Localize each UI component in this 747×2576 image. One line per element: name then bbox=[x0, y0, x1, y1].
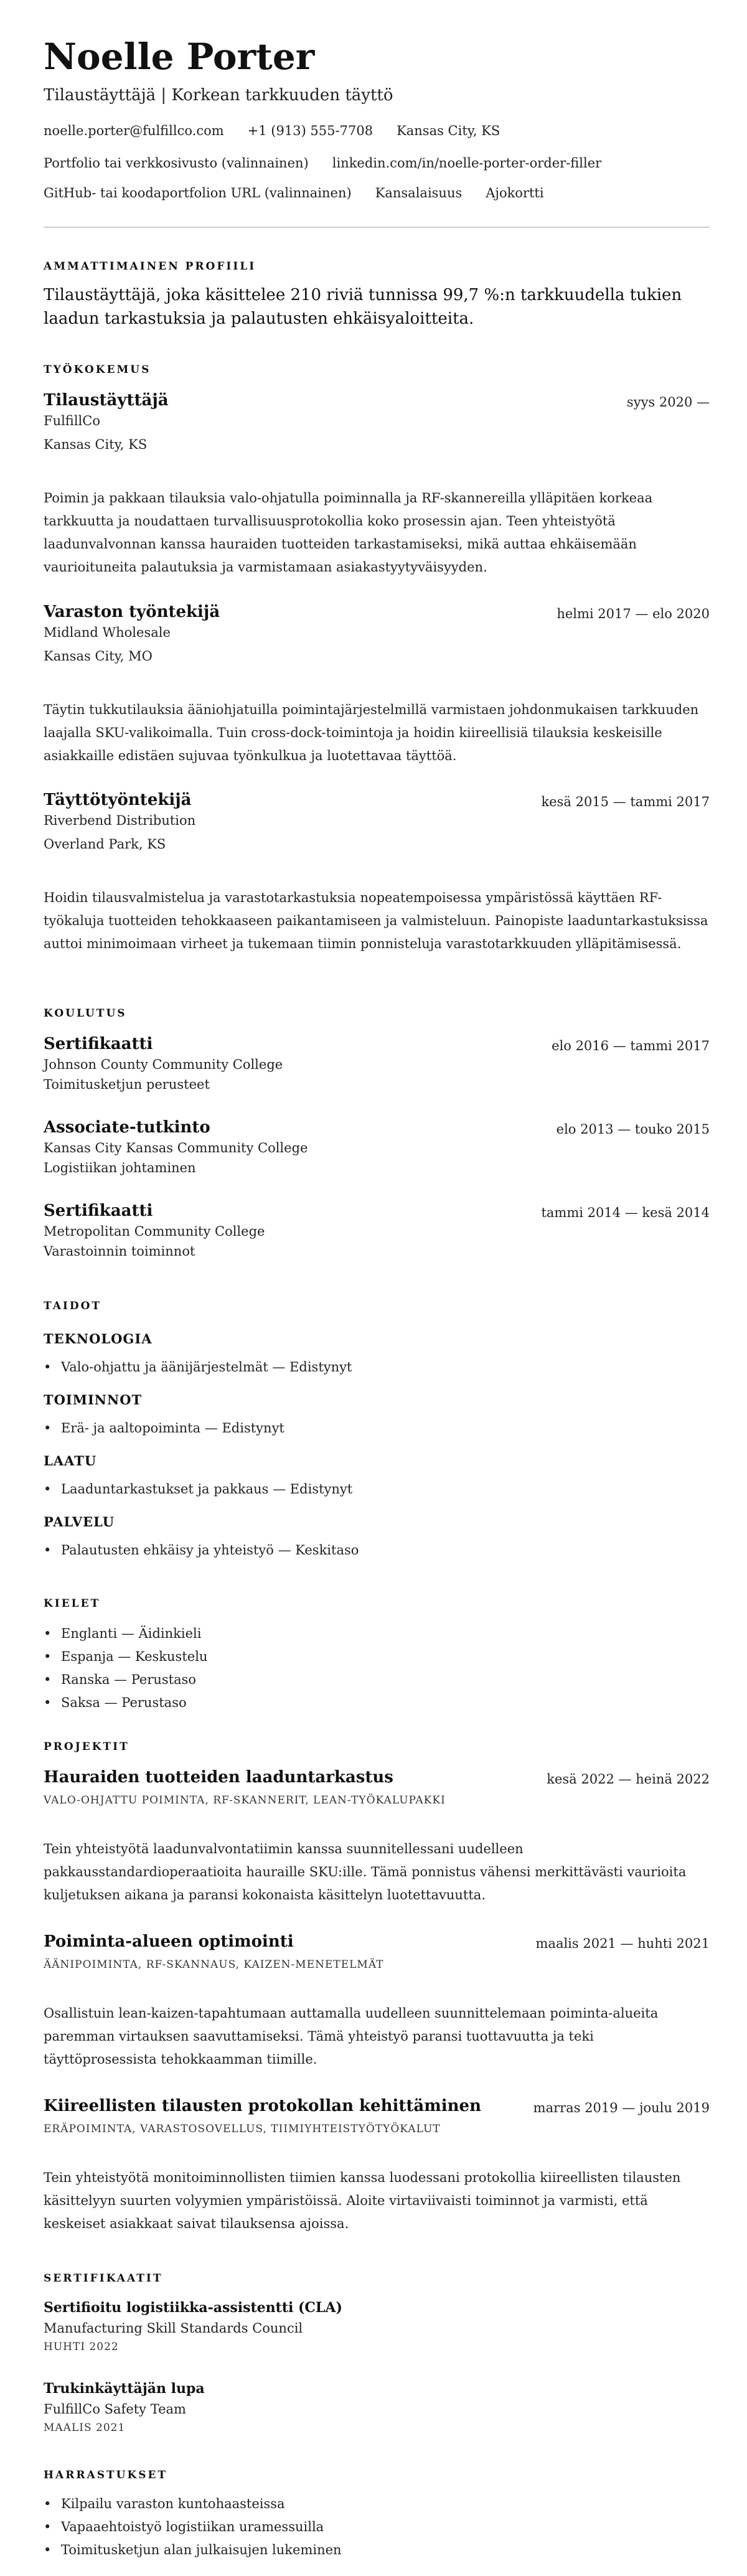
language-item: • Englanti — Äidinkieli bbox=[44, 1622, 710, 1645]
experience-description: Poimin ja pakkaan tilauksia valo-ohjatulla poiminnalla ja RF-skannereilla ylläpitäen korkeaa tarkkuutta ja noudattaen turvallisuusprotokollia koko prosessin ajan. Teen yhteistyötä laadunvalvonnan kanssa hauraiden tuotteiden tarkastamiseksi, mikä auttaa ehkäisemään vaurioituneita palautuksia ja varmistamaan asiakastyytyväisyyden. bbox=[44, 491, 653, 575]
hobby-item: • Kilpailu varaston kuntohaasteissa bbox=[44, 2493, 710, 2516]
contact-line-1 bbox=[44, 123, 524, 138]
section-title-experience: TYÖKOKEMUS bbox=[44, 364, 151, 376]
skill-item: • Erä- ja aaltopoiminta — Edistynyt bbox=[44, 1417, 710, 1440]
project-name: Kiireellisten tilausten protokollan kehittäminen bbox=[44, 2097, 481, 2115]
project-tags: ERÄPOIMINTA, VARASTOSOVELLUS, TIIMIYHTEISTYÖTYÖKALUT bbox=[44, 2123, 441, 2135]
project-dates: maalis 2021 — huhti 2021 bbox=[535, 1936, 710, 1951]
experience-company: Riverbend Distribution bbox=[44, 813, 196, 828]
contact-line-2 bbox=[44, 156, 625, 171]
education-degree: Sertifikaatti bbox=[44, 1035, 153, 1053]
experience-description: Täytin tukkutilauksia ääniohjatuilla poimintajärjestelmillä varmistaen johdonmukaisen tarkkuuden laajalla SKU-valikoimalla. Tuin cross-dock-toimintoja ja hoidin kiireellisiä tilauksia keskeisille asiakkaille edistäen sujuvaa työnkulkua ja luotettavaa täyttöä. bbox=[44, 702, 699, 763]
contact-license: Ajokortti bbox=[486, 186, 544, 200]
experience-location: Kansas City, KS bbox=[44, 437, 148, 452]
experience-role: Täyttötyöntekijä bbox=[44, 791, 192, 809]
profile-summary: Tilaustäyttäjä, joka käsittelee 210 riviä tunnissa 99,7 %:n tarkkuudella tukien laadun tarkastuksia ja palautusten ehkäisyaloitteita. bbox=[44, 286, 682, 328]
education-school: Kansas City Kansas Community College bbox=[44, 1140, 308, 1155]
language-list bbox=[44, 1622, 710, 1714]
skill-list bbox=[44, 1478, 710, 1501]
project-tags: ÄÄNIPOIMINTA, RF-SKANNAUS, KAIZEN-MENETELMÄT bbox=[44, 1958, 384, 1971]
skill-item: • Valo-ohjattu ja äänijärjestelmät — Edistynyt bbox=[44, 1356, 710, 1379]
experience-location: Kansas City, MO bbox=[44, 649, 153, 664]
section-title-skills: TAIDOT bbox=[44, 1300, 102, 1312]
contact-linkedin[interactable]: linkedin.com/in/noelle-porter-order-filler bbox=[332, 156, 602, 171]
experience-location: Overland Park, KS bbox=[44, 837, 166, 852]
experience-dates: kesä 2015 — tammi 2017 bbox=[541, 794, 710, 809]
skill-group-title: TEKNOLOGIA bbox=[44, 1331, 153, 1347]
skill-group-title: PALVELU bbox=[44, 1514, 115, 1530]
hobby-item: • Toimitusketjun alan julkaisujen lukeminen bbox=[44, 2539, 710, 2562]
education-entry bbox=[44, 1035, 710, 1092]
experience-dates: helmi 2017 — elo 2020 bbox=[557, 606, 710, 621]
project-entry bbox=[44, 1932, 710, 1971]
language-item: • Ranska — Perustaso bbox=[44, 1668, 710, 1691]
skill-item: • Laaduntarkastukset ja pakkaus — Edistynyt bbox=[44, 1478, 710, 1501]
candidate-subtitle: Tilaustäyttäjä | Korkean tarkkuuden täyttö bbox=[44, 86, 393, 105]
project-description: Tein yhteistyötä laadunvalvontatiimin kanssa suunnitellessani uudelleen pakkausstandardioperaatioita hauraille SKU:ille. Tämä ponnistus vähensi merkittävästi vaurioita kuljetuksen aikana ja paransi kokonaista käsittelyn luotettavuutta. bbox=[44, 1841, 687, 1902]
skill-item: • Palautusten ehkäisy ja yhteistyö — Keskitaso bbox=[44, 1539, 710, 1562]
certification-date: MAALIS 2021 bbox=[44, 2422, 126, 2434]
project-entry bbox=[44, 1768, 710, 1807]
experience-role: Tilaustäyttäjä bbox=[44, 391, 169, 410]
certification-name: Sertifioitu logistiikka-assistentti (CLA) bbox=[44, 2300, 342, 2316]
education-field: Logistiikan johtaminen bbox=[44, 1160, 196, 1175]
project-name: Poiminta-alueen optimointi bbox=[44, 1932, 294, 1951]
contact-citizenship: Kansalaisuus bbox=[375, 186, 463, 200]
section-title-hobbies: HARRASTUKSET bbox=[44, 2469, 168, 2481]
contact-location: Kansas City, KS bbox=[397, 123, 500, 138]
experience-description: Hoidin tilausvalmistelua ja varastotarkastuksia nopeatempoisessa ympäristössä käyttäen RF-työkaluja tuotteiden tehokkaaseen paikantamiseen ja valmisteluun. Painopiste laaduntarkastuksissa auttoi minimoimaan virheet ja tukemaan tiimin ponnisteluja varastotarkkuuden ylläpitämisessä. bbox=[44, 890, 708, 951]
experience-dates: syys 2020 — bbox=[626, 395, 710, 410]
education-school: Johnson County Community College bbox=[44, 1057, 283, 1072]
education-entry bbox=[44, 1201, 710, 1259]
education-degree: Sertifikaatti bbox=[44, 1201, 153, 1220]
project-name: Hauraiden tuotteiden laaduntarkastus bbox=[44, 1768, 393, 1787]
experience-role: Varaston työntekijä bbox=[44, 603, 220, 621]
contact-portfolio[interactable]: Portfolio tai verkkosivusto (valinnainen) bbox=[44, 156, 309, 171]
education-field: Toimitusketjun perusteet bbox=[44, 1077, 210, 1092]
section-title-profile: AMMATTIMAINEN PROFIILI bbox=[44, 260, 256, 273]
candidate-name: Noelle Porter bbox=[44, 35, 315, 78]
skill-group-title: LAATU bbox=[44, 1453, 97, 1469]
education-school: Metropolitan Community College bbox=[44, 1224, 265, 1239]
certification-date: HUHTI 2022 bbox=[44, 2341, 119, 2353]
project-tags: VALO-OHJATTU POIMINTA, RF-SKANNERIT, LEAN-TYÖKALUPAKKI bbox=[44, 1794, 446, 1807]
certification-entry bbox=[44, 2381, 710, 2434]
education-degree: Associate-tutkinto bbox=[44, 1118, 210, 1137]
certification-issuer: FulfillCo Safety Team bbox=[44, 2402, 186, 2417]
section-title-projects: PROJEKTIT bbox=[44, 1741, 129, 1753]
education-dates: elo 2013 — touko 2015 bbox=[556, 1122, 710, 1137]
language-item: • Saksa — Perustaso bbox=[44, 1691, 710, 1714]
header-divider bbox=[44, 227, 710, 228]
skill-list bbox=[44, 1356, 710, 1379]
experience-entry bbox=[44, 791, 710, 852]
education-dates: tammi 2014 — kesä 2014 bbox=[541, 1205, 710, 1220]
education-entry bbox=[44, 1118, 710, 1175]
experience-company: FulfillCo bbox=[44, 413, 100, 428]
experience-entry bbox=[44, 603, 710, 664]
project-entry bbox=[44, 2097, 710, 2135]
certification-name: Trukinkäyttäjän lupa bbox=[44, 2381, 205, 2397]
contact-phone[interactable]: +1 (913) 555-7708 bbox=[247, 123, 374, 138]
experience-entry bbox=[44, 391, 710, 452]
skill-list bbox=[44, 1539, 710, 1562]
section-title-languages: KIELET bbox=[44, 1597, 101, 1610]
contact-email[interactable]: noelle.porter@fulfillco.com bbox=[44, 123, 224, 138]
certification-entry bbox=[44, 2300, 710, 2353]
hobby-item: • Vapaaehtoistyö logistiikan uramessuilla bbox=[44, 2516, 710, 2539]
section-title-education: KOULUTUS bbox=[44, 1007, 127, 1020]
contact-line-3 bbox=[44, 186, 568, 200]
contact-github[interactable]: GitHub- tai koodaportfolion URL (valinnainen) bbox=[44, 186, 352, 200]
language-item: • Espanja — Keskustelu bbox=[44, 1645, 710, 1668]
experience-company: Midland Wholesale bbox=[44, 625, 171, 640]
project-dates: kesä 2022 — heinä 2022 bbox=[547, 1772, 710, 1787]
project-description: Tein yhteistyötä monitoiminnollisten tiimien kanssa luodessani protokollia kiireellisten tilausten käsittelyyn suurten volyymien ympäristöissä. Aloite virtaviivaisti toiminnot ja varmisti, että keskeiset asiakkaat saivat tilauksensa ajoissa. bbox=[44, 2170, 681, 2231]
project-dates: marras 2019 — joulu 2019 bbox=[533, 2100, 710, 2115]
skill-group-title: TOIMINNOT bbox=[44, 1392, 143, 1408]
project-description: Osallistuin lean-kaizen-tapahtumaan auttamalla uudelleen suunnittelemaan poiminta-alueita paremman virtauksen saavuttamiseksi. Tämä yhteistyö paransi tuottavuutta ja teki täyttöprosessista tehokkaamman tiimille. bbox=[44, 2006, 659, 2067]
skill-list bbox=[44, 1417, 710, 1440]
education-dates: elo 2016 — tammi 2017 bbox=[552, 1038, 710, 1053]
certification-issuer: Manufacturing Skill Standards Council bbox=[44, 2321, 303, 2336]
education-field: Varastoinnin toiminnot bbox=[44, 1244, 195, 1259]
section-title-certifications: SERTIFIKAATIT bbox=[44, 2272, 163, 2285]
hobby-list bbox=[44, 2493, 710, 2562]
